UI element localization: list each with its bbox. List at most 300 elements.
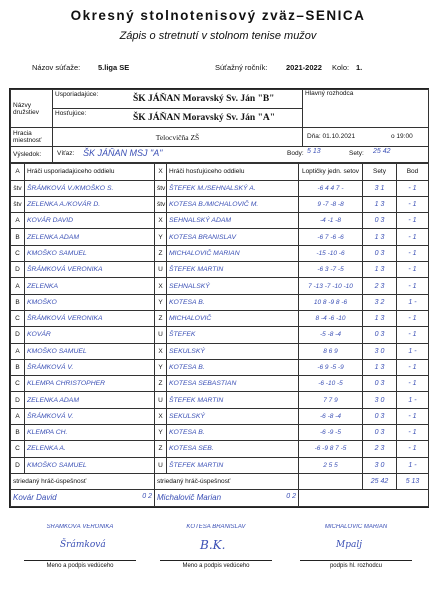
away-player-cell [167,310,299,326]
sets-value: 3 0 [374,396,385,404]
away-slot: Y [155,359,167,375]
bod-cell [397,196,429,212]
balls-cell [299,310,363,326]
bod-value: - 1 [408,233,417,241]
balls-cell [299,408,363,424]
sets-value: 1 3 [374,315,385,323]
bod-value: - 1 [408,412,417,420]
substitutes-label-row [11,473,429,489]
sets-cell [363,310,397,326]
match-row [11,441,429,457]
home-player: ŠRÁMKOVÁ VERONIKA [27,266,103,274]
sets-cell [363,343,397,359]
sets-cell [363,392,397,408]
home-player-cell [25,245,155,261]
sets-value: 3 2 [374,298,385,306]
home-player: ZELENKA A. [27,445,66,453]
home-slot: štv [11,180,25,196]
home-slot: A [11,213,25,229]
away-slot: X [155,343,167,359]
games-table [10,163,429,506]
totals-sets-cell [363,473,397,489]
home-player: ZELENKA A./KOVÁR D. [27,201,101,209]
bod-value: - 1 [408,184,417,192]
sets-value: 0 3 [374,249,385,257]
home-player-cell [25,359,155,375]
match-row [11,262,429,278]
round-label: Kolo: [332,63,350,72]
match-sheet [9,88,429,508]
away-player: SEHNALSKÝ ADAM [169,217,232,225]
home-slot: C [11,310,25,326]
sets-value: 3 1 [374,184,385,192]
home-player-cell [25,180,155,196]
home-slot: štv [11,196,25,212]
home-player: KLEMPA CHRISTOPHER [27,380,106,388]
bod-value: 1 - [408,461,417,469]
away-player-cell [167,425,299,441]
match-row [11,408,429,424]
home-player: KMOŠKO SAMUEL [27,461,87,469]
away-sub-vp: 0 2 [286,493,296,501]
bod-cell [397,229,429,245]
home-player: ZELENKA ADAM [27,233,79,241]
balls-value: -6 -10 -5 [318,380,343,388]
balls-value: -5 -8 -4 [320,331,341,339]
balls-value: 7 7 9 [323,396,338,404]
away-player: SEKULSKÝ [169,412,205,420]
blank-cell [299,490,429,506]
referee-caption: podpis hl. rozhodcu [329,563,383,569]
home-player-cell [25,327,155,343]
bod-value: 1 - [408,396,417,404]
home-player-cell [25,310,155,326]
away-player: MICHALOVIČ MARIAN [169,249,240,257]
sets-value: 0 3 [374,412,385,420]
sets-value: 2 3 [374,282,385,290]
away-slot: U [155,327,167,343]
home-sub-name-cell [11,490,155,506]
bod-cell [397,376,429,392]
balls-value: -15 -10 -6 [316,249,345,257]
home-player-cell [25,457,155,473]
time-label: o 19:00 [391,133,413,140]
match-row [11,376,429,392]
away-slot: X [155,408,167,424]
referee-signature-line [300,560,412,561]
home-leader-signature: Šrámková [60,540,106,550]
winner-label: Víťaz: [57,150,75,157]
balls-cell [299,245,363,261]
home-player: ZELENKA ADAM [27,396,79,404]
points-value: 5 13 [307,148,321,155]
competition-value: 5.liga SE [98,63,130,72]
home-player-cell [25,213,155,229]
team-names-label: Názvy družstiev [11,90,53,128]
away-leader-caption: Meno a podpis vedúceho [182,563,250,569]
col-a-header: A [11,164,25,180]
balls-cell [299,196,363,212]
bod-cell [397,327,429,343]
home-player: KMOŠKO [27,298,57,306]
balls-value: -6 9 -5 -9 [317,364,344,371]
balls-value: 10 8 -9 8 -6 [313,298,348,306]
home-slot: C [11,441,25,457]
home-sub-vp: 0 2 [142,493,152,501]
home-player-cell [25,294,155,310]
away-player-cell [167,294,299,310]
match-row [11,457,429,473]
season-value: 2021-2022 [286,63,322,72]
away-player: KOTESA SEB. [169,445,214,453]
home-player-cell [25,262,155,278]
match-row [11,196,429,212]
home-player: KLEMPA CH. [27,429,68,437]
home-slot: A [11,278,25,294]
sets-cell [363,196,397,212]
sets-cell [363,229,397,245]
away-sub-label-cell [155,473,299,489]
bod-cell [397,213,429,229]
away-slot: U [155,457,167,473]
winner-value: ŠK JÁŇAN MSJ "A" [83,148,163,158]
home-team-name: ŠK JÁŇAN Moravský Sv. Ján "B" [133,94,275,104]
balls-value: -6 3 -7 -5 [317,266,344,274]
sets-cell [363,278,397,294]
away-slot: Z [155,376,167,392]
round-value: 1. [356,63,363,72]
bod-value: 1 - [408,298,417,306]
away-player-cell [167,327,299,343]
match-row [11,359,429,375]
home-player: KMOŠKO SAMUEL [27,249,87,257]
home-player-cell [25,196,155,212]
home-player-cell [25,425,155,441]
balls-value: 7 -13 -7 -10 -10 [308,282,353,290]
points-label: Body: [287,150,304,157]
away-player: SEHNALSKÝ [169,282,210,290]
bod-value: - 1 [408,380,417,388]
home-slot: C [11,245,25,261]
sets-value: 2 3 [374,445,385,453]
match-row [11,425,429,441]
sets-cell [363,425,397,441]
balls-value: -6 -9 8 7 -5 [314,445,347,453]
sets-header: Sety [363,164,397,180]
away-sub-name-cell [155,490,299,506]
sets-cell [363,213,397,229]
home-slot: A [11,343,25,359]
sets-cell [363,359,397,375]
competition-label: Názov súťaže: [32,63,81,72]
bod-cell [397,245,429,261]
away-sub-label: striedaný hráč-úspešnosť [157,478,231,486]
home-player-cell [25,408,155,424]
away-players-header: Hráči hosťujúceho oddielu [167,164,299,180]
sets-value: 1 3 [374,233,385,241]
home-player: ŠRÁMKOVÁ VERONIKA [27,315,103,323]
away-player: KOTESA B. [169,429,205,437]
home-player-cell [25,229,155,245]
balls-value: -6 4 4 7 - [317,184,344,192]
bod-cell [397,262,429,278]
sets-cell [363,441,397,457]
away-player-cell [167,359,299,375]
home-slot: C [11,376,25,392]
home-player-cell [25,278,155,294]
home-player: ZELENKA [27,282,58,290]
sets-value: 0 3 [374,429,385,437]
balls-header: Loptičky jedn. setov [299,164,363,180]
home-leader-caption: Meno a podpis vedúceho [46,563,114,569]
balls-value: 8 6 9 [323,347,338,355]
sets-cell [363,262,397,278]
balls-cell [299,457,363,473]
away-player-cell [167,408,299,424]
away-player-cell [167,392,299,408]
sets-value: 0 3 [374,380,385,388]
bod-cell [397,408,429,424]
home-player: ŠRÁMKOVÁ V./KMOŠKO S. [27,184,114,192]
sets-value: 3 0 [374,461,385,469]
match-row [11,327,429,343]
balls-cell [299,262,363,278]
totals-bod: 5 13 [405,478,420,486]
match-row [11,343,429,359]
away-player: SEKULSKÝ [169,347,205,355]
away-player: ŠTEFEK M./SEHNALSKÝ A. [169,184,256,192]
balls-cell [299,376,363,392]
result-label: Výsledok: [11,147,53,163]
home-players-header: Hráči usporiadajúceho oddielu [25,164,155,180]
home-slot: B [11,229,25,245]
bod-value: - 1 [408,445,417,453]
bod-cell [397,180,429,196]
bod-cell [397,278,429,294]
away-slot: Z [155,245,167,261]
referee-cell [303,90,429,128]
bod-cell [397,343,429,359]
away-slot: Y [155,425,167,441]
home-sub-label-cell [11,473,155,489]
substitutes-name-row [11,490,429,506]
bod-value: - 1 [408,429,417,437]
bod-value: - 1 [408,282,417,290]
totals-balls-cell [299,473,363,489]
match-row [11,229,429,245]
home-slot: B [11,294,25,310]
sets-value: 3 0 [374,347,385,355]
home-player-cell [25,376,155,392]
away-player: ŠTEFEK [169,331,196,339]
away-player-cell [167,457,299,473]
away-player-cell [167,245,299,261]
document-subtitle: Zápis o stretnutí v stolnom tenise mužov [119,30,317,42]
home-slot: B [11,359,25,375]
balls-cell [299,327,363,343]
sets-cell [363,294,397,310]
away-player-cell [167,343,299,359]
away-player-cell [167,278,299,294]
sets-value: 0 3 [374,331,385,339]
match-row [11,213,429,229]
away-slot: štv [155,180,167,196]
away-player-cell [167,262,299,278]
balls-cell [299,229,363,245]
home-slot: B [11,425,25,441]
away-slot: Z [155,441,167,457]
match-rows [11,180,429,506]
home-slot: A [11,408,25,424]
balls-value: -6 7 -6 -6 [317,233,344,241]
balls-value: 8 -4 -6 -10 [315,315,346,323]
sets-value: 1 3 [374,266,385,274]
home-leader-name: ŠRÁMKOVÁ VERONIKA [46,524,114,530]
match-row [11,278,429,294]
totals-bod-cell [397,473,429,489]
bod-value: 1 - [408,347,417,355]
home-sub-name: Kovár David [13,493,57,503]
teams-table [10,89,429,163]
match-row [11,294,429,310]
sets-label: Sety: [349,150,364,157]
away-slot: štv [155,196,167,212]
bod-cell [397,294,429,310]
away-sub-name: Michalovič Marian [157,493,222,503]
home-player-cell [25,392,155,408]
away-player: KOTESA SEBASTIAN [169,380,237,388]
balls-cell [299,425,363,441]
home-player-cell [25,343,155,359]
away-player: ŠTEFEK MARTIN [169,266,224,274]
home-signature-line [24,560,136,561]
away-player-cell [167,180,299,196]
balls-value: -6 -8 -4 [320,412,341,420]
balls-value: 9 -7 -8 -8 [317,201,344,209]
home-team-label: Usporiadajúce: [55,91,99,98]
venue-label: Hracia miestnosť [11,128,53,147]
sets-value: 1 3 [374,201,385,209]
balls-value: -4 -1 -8 [320,217,341,225]
sets-value: 0 3 [374,217,385,225]
match-row [11,310,429,326]
balls-cell [299,294,363,310]
home-player-cell [25,441,155,457]
bod-cell [397,457,429,473]
match-row [11,180,429,196]
sets-cell [363,408,397,424]
sets-value: 25 42 [373,148,391,155]
home-player: KOVÁR [27,331,51,339]
bod-value: - 1 [408,315,417,323]
col-x-header: X [155,164,167,180]
bod-cell [397,392,429,408]
sets-value: 1 3 [374,364,385,371]
bod-cell [397,359,429,375]
away-player-cell [167,376,299,392]
away-player: KOTESA B. [169,298,205,306]
away-slot: X [155,213,167,229]
balls-value: -6 -9 -5 [320,429,341,437]
away-player: KOTESA B. [169,364,205,371]
balls-cell [299,213,363,229]
bod-value: - 1 [408,266,417,274]
bod-header: Bod [397,164,429,180]
home-player: ŠRÁMKOVÁ V. [27,364,74,371]
balls-cell [299,343,363,359]
balls-cell [299,392,363,408]
away-team-name: ŠK JÁŇAN Moravský Sv. Ján "A" [133,113,275,123]
away-player: ŠTEFEK MARTIN [169,461,224,469]
bod-value: - 1 [408,201,417,209]
sets-cell [363,327,397,343]
balls-cell [299,359,363,375]
match-row [11,392,429,408]
bod-value: - 1 [408,249,417,257]
home-sub-label: striedaný hráč-úspešnosť [13,478,87,486]
sets-cell [363,376,397,392]
home-slot: D [11,392,25,408]
away-slot: Z [155,310,167,326]
referee-name: MICHALOVIČ MARIAN [324,524,388,530]
season-label: Súťažný ročník: [215,63,268,72]
referee-signature: Mpalj [336,540,363,550]
balls-cell [299,278,363,294]
away-team-label: Hosťujúce: [55,110,87,117]
away-player: KOTESA B./MICHALOVIČ M. [169,201,259,209]
away-player: ŠTEFEK MARTIN [169,396,224,404]
sets-cell [363,457,397,473]
away-slot: Y [155,294,167,310]
home-player: KOVÁR DAVID [27,217,74,225]
bod-value: - 1 [408,364,417,371]
away-player-cell [167,196,299,212]
away-slot: U [155,392,167,408]
referee-label: Hlavný rozhodca [305,90,354,97]
balls-cell [299,180,363,196]
away-slot: X [155,278,167,294]
away-player-cell [167,441,299,457]
bod-cell [397,425,429,441]
away-signature-line [160,560,272,561]
bod-cell [397,310,429,326]
away-player: MICHALOVIČ [169,315,212,323]
date-label: Dňa: 01.10.2021 [307,133,356,140]
home-player: KMOŠKO SAMUEL [27,347,87,355]
bod-value: - 1 [408,217,417,225]
home-slot: D [11,327,25,343]
away-player-cell [167,229,299,245]
home-slot: D [11,457,25,473]
sets-cell [363,245,397,261]
bod-value: - 1 [408,331,417,339]
balls-cell [299,441,363,457]
organization-title: Okresný stolnotenisový zväz–SENICA [70,8,366,23]
match-row [11,245,429,261]
venue-value: Telocvičňa ZŠ [53,128,303,147]
sets-cell [363,180,397,196]
away-leader-name: KOTESA BRANISLAV [186,524,246,530]
away-player-cell [167,213,299,229]
home-slot: D [11,262,25,278]
away-player: KOTESA BRANISLAV [169,233,236,241]
away-slot: Y [155,229,167,245]
away-slot: U [155,262,167,278]
bod-cell [397,441,429,457]
totals-sets: 25 42 [370,478,389,486]
balls-value: 2 5 5 [323,461,338,469]
home-player: ŠRÁMKOVÁ V. [27,412,74,420]
